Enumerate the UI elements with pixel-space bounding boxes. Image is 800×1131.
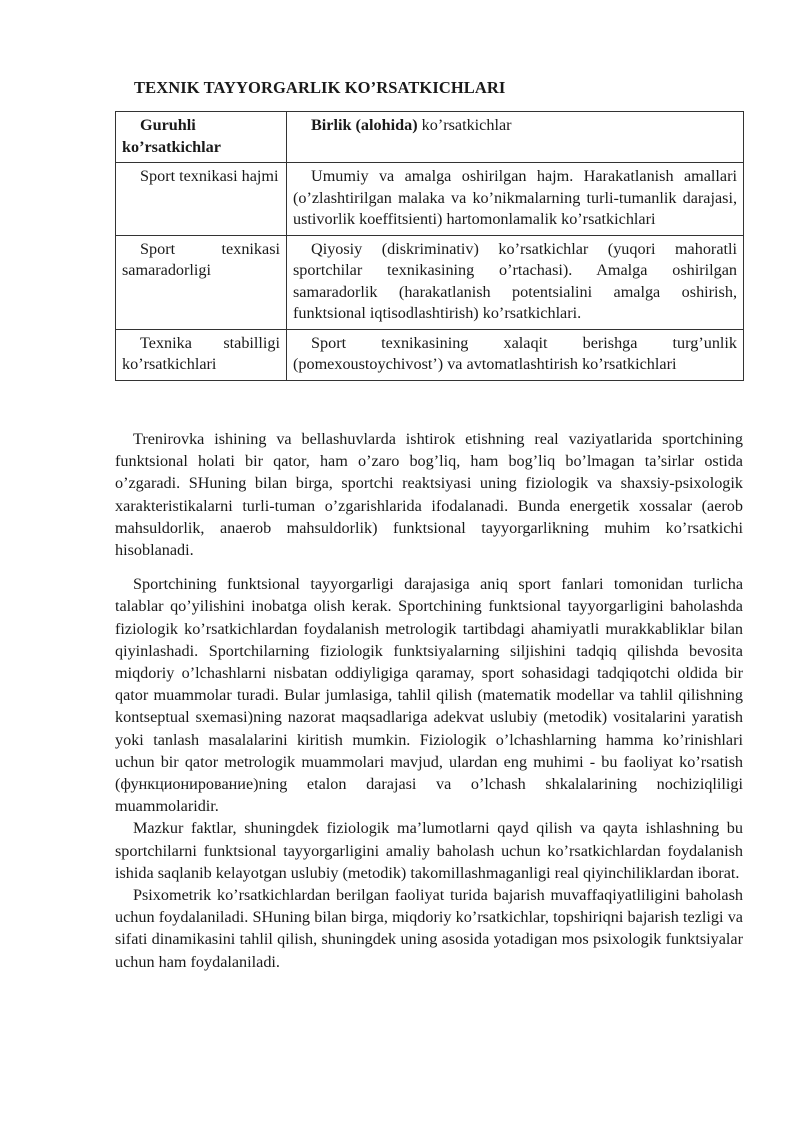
header-unit-bold: Birlik (alohida) <box>311 116 418 134</box>
row-group-cell: Sport texnikasi samaradorligi <box>116 235 287 329</box>
row-group-cell: Sport texnikasi hajmi <box>116 163 287 236</box>
paragraph: Sportchining funktsional tayyorgarligi darajasiga aniq sport fanlari tomonidan turlicha talablar qo’yilishini inobatga olish kerak. Sportchining funktsional tayyorgarligini baholashda fiziologik ko’rsatkichlardan foydalanish metrologik tartibdagi ahamiyatli murakkabliklar bilan qiyinlashadi. Sportchilarning fiziologik funktsiyalarning siljishini tadqiq qilishda bevosita miqdoriy o’lchashlarni nisbatan oddiyligiga qaramay, sport sohasidagi tadqiqotchi oldida bir qator muammolar turadi. Bular jumlasiga, tahlil qilish (matematik modellar va tahlil qilishning kontseptual sxemasi)ning nazorat maqsadlariga adekvat uslubiy (metodik) vositalarini yaratish yoki tanlash masalalarini kiritish mumkin. Fiziologik o’lchashlarning hamma ko’rinishlari uchun bir qator metrologik muammolari mavjud, ulardan eng muhimi - bu faoliyat ko’rsatish (функционирование)ning etalon darajasi va o’lchash shkalalarining nochiziqliligi muammolaridir. <box>115 575 743 816</box>
paragraph: Mazkur faktlar, shuningdek fiziologik ma’lumotlarni qayd qilish va qayta ishlashning bu sportchilarni funktsional tayyorgarligini amaliy baholash uchun ko’rsatkichlardan foydalanish ishida saqlanib kelayotgan uslubiy (metodik) takomillashmaganligi real qiyinchiliklardan iborat. <box>115 819 743 882</box>
header-unit-rest: ko’rsatkichlar <box>417 116 512 134</box>
table-row <box>116 329 744 380</box>
row-description-cell: Qiyosiy (diskriminativ) ko’rsatkichlar (yuqori mahoratli sportchilar texnikasining o’rtachasi). Amalga oshirilgan samaradorlik (harakatlanish potentsialini amalga oshirish, funktsional iqtisodlashtirish) ko’rsatkichlari. <box>287 235 744 329</box>
header-group-indicators <box>116 112 287 163</box>
paragraph: Psixometrik ko’rsatkichlardan berilgan faoliyat turida bajarish muvaffaqiyatliligini baholash uchun foydalaniladi. SHuning bilan birga, miqdoriy ko’rsatkichlar, topshiriqni bajarish tezligi va sifati dinamikasini tahlil qilish, shuningdek uning asosida yotadigan mos psixologik funktsiyalar uchun ham foydalaniladi. <box>115 886 743 971</box>
row-description-cell: Umumiy va amalga oshirilgan hajm. Harakatlanish amallari (o’zlashtirilgan malaka va ko’nikmalarning turli-tumanlik darajasi, ustivorlik koeffitsienti) hartomonlamalik ko’rsatkichlari <box>287 163 744 236</box>
header-unit-indicators <box>287 112 744 163</box>
document-title: TEXNIK TAYYORGARLIK KO’RSATKICHLARI <box>134 78 506 97</box>
row-description-cell: Sport texnikasining xalaqit berishga turg’unlik (pomexoustoychivost’) va avtomatlashtirish ko’rsatkichlari <box>287 329 744 380</box>
paragraph: Trenirovka ishining va bellashuvlarda ishtirok etishning real vaziyatlarida sportchining funktsional holati bir qator, ham o’zaro bog’liq, ham bog’liq bo’lmagan ta’sirlar ostida o’zgaradi. SHuning bilan birga, sportchi reaktsiyasi uning fiziologik va shaxsiy-psixologik xarakteristikalarni turli-tuman o’zgarishlarida ifodalanadi. Bunda energetik xossalar (aerob mahsuldorlik, anaerob mahsuldorlik) funktsional tayyorgarlikning muhim ko’rsatkichi hisoblanadi. <box>115 430 743 560</box>
row-group-cell: Texnika stabilligi ko’rsatkichlari <box>116 329 287 380</box>
table-row <box>116 235 744 329</box>
table-row <box>116 163 744 236</box>
indicators-table <box>115 111 744 381</box>
table-header-row <box>116 112 744 163</box>
body-text <box>115 428 743 973</box>
header-group-label: Guruhli ko’rsatkichlar <box>122 116 221 156</box>
